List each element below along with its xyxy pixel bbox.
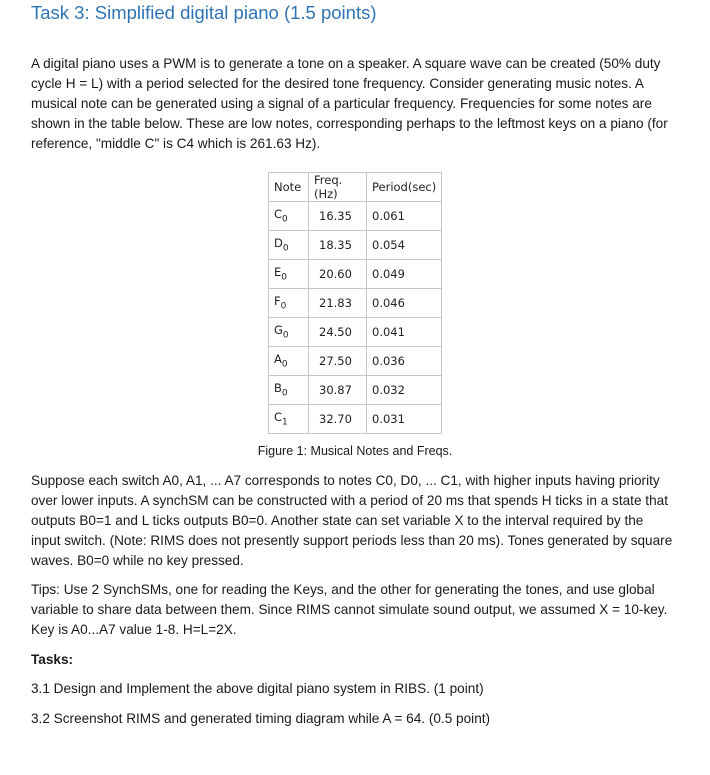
- task-item: 3.2 Screenshot RIMS and generated timing diagram while A = 64. (0.5 point): [31, 711, 491, 726]
- freq-cell: 20.60: [309, 260, 367, 289]
- period-cell: 0.061: [367, 202, 442, 231]
- note-octave: 0: [280, 301, 287, 312]
- page-title: Task 3: Simplified digital piano (1.5 points): [31, 2, 377, 23]
- note-cell: [269, 202, 309, 231]
- note-letter: A: [274, 352, 282, 367]
- period-cell: 0.041: [367, 318, 442, 347]
- table-row: [269, 289, 442, 318]
- table-row: [269, 260, 442, 289]
- figure-caption: Figure 1: Musical Notes and Freqs.: [257, 444, 453, 458]
- freq-cell: 18.35: [309, 231, 367, 260]
- freq-cell: 16.35: [309, 202, 367, 231]
- note-octave: 1: [282, 417, 288, 428]
- note-letter: B: [274, 381, 282, 396]
- header-note: Note: [269, 173, 309, 202]
- freq-cell: 30.87: [309, 376, 367, 405]
- note-cell: [269, 318, 309, 347]
- note-cell: [269, 260, 309, 289]
- note-cell: [269, 405, 309, 434]
- period-cell: 0.046: [367, 289, 442, 318]
- note-letter: D: [274, 236, 283, 251]
- freq-cell: 32.70: [309, 405, 367, 434]
- tips-paragraph: Tips: Use 2 SynchSMs, one for reading the Keys, and the other for generating the tones, and use global variable to share data between them. Since RIMS cannot simulate sound output, we assumed X = 10-key. Key is A0...A7 value 1-8. H=L=2X.: [31, 582, 668, 637]
- table-row: [269, 231, 442, 260]
- note-cell: [269, 376, 309, 405]
- body-paragraph: Suppose each switch A0, A1, ... A7 corresponds to notes C0, D0, ... C1, with higher inputs having priority over lower inputs. A synchSM can be constructed with a period of 20 ms that spends H ticks in a state that outputs B0=1 and L ticks outputs B0=0. Another state can set variable X to the interval required by the input switch. (Note: RIMS does not presently support periods less than 20 ms). Tones generated by square waves. B0=0 while no key pressed.: [31, 473, 673, 568]
- note-letter: F: [274, 294, 281, 309]
- header-period: Period(sec): [367, 173, 442, 202]
- table-row: [269, 318, 442, 347]
- header-freq: Freq.(Hz): [309, 173, 367, 202]
- note-octave: 0: [281, 272, 288, 283]
- task-item: 3.1 Design and Implement the above digital piano system in RIBS. (1 point): [31, 681, 484, 696]
- table-header-row: [269, 173, 442, 202]
- table-body: [269, 202, 442, 434]
- table-row: [269, 202, 442, 231]
- period-cell: 0.032: [367, 376, 442, 405]
- freq-cell: 24.50: [309, 318, 367, 347]
- note-cell: [269, 231, 309, 260]
- note-octave: 0: [282, 330, 289, 341]
- freq-cell: 27.50: [309, 347, 367, 376]
- note-letter: G: [274, 323, 283, 338]
- note-octave: 0: [281, 359, 288, 370]
- note-octave: 0: [282, 243, 289, 254]
- table-row: [269, 405, 442, 434]
- period-cell: 0.036: [367, 347, 442, 376]
- table-row: [269, 347, 442, 376]
- intro-paragraph: A digital piano uses a PWM is to generate a tone on a speaker. A square wave can be created (50% duty cycle H = L) with a period selected for the desired tone frequency. Consider generating music notes. A musical note can be generated using a signal of a particular frequency. Frequencies for some notes are shown in the table below. These are low notes, corresponding perhaps to the leftmost keys on a piano (for reference, "middle C" is C4 which is 261.63 Hz).: [31, 56, 668, 151]
- note-octave: 0: [282, 214, 288, 225]
- period-cell: 0.049: [367, 260, 442, 289]
- period-cell: 0.031: [367, 405, 442, 434]
- note-letter: E: [274, 265, 282, 280]
- note-cell: [269, 289, 309, 318]
- table-row: [269, 376, 442, 405]
- note-letter: C: [274, 207, 283, 222]
- note-cell: [269, 347, 309, 376]
- notes-table: [268, 172, 442, 434]
- tasks-heading: Tasks:: [31, 652, 74, 667]
- freq-cell: 21.83: [309, 289, 367, 318]
- note-letter: C: [274, 410, 283, 425]
- note-octave: 0: [281, 388, 288, 399]
- period-cell: 0.054: [367, 231, 442, 260]
